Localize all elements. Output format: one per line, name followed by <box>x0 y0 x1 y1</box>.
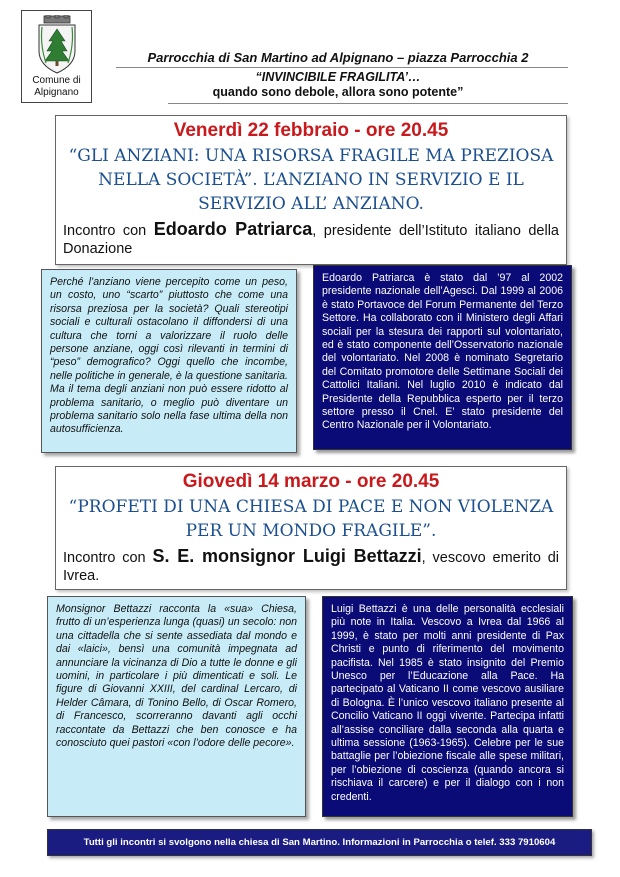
event2-speaker-bio-panel <box>322 596 573 817</box>
logo-label: Comune di Alpignano <box>32 75 81 98</box>
header-divider-bottom <box>168 103 568 104</box>
event1-description: Perché l’anziano viene percepito come un peso, un costo, uno “scarto” piuttosto che come una risorsa preziosa per la società? Quali stereotipi sociali e culturali ostacolano il diffondersi di una cultura che torni a valorizzare il ruolo delle persone anziane, oggi così rilevanti in termini di “peso” demografico? Oggi quello che incombe, nelle politiche in generale, è la questione sanitaria. Ma il tema degli anziani non può essere ridotto al problema sanitario, o meglio può diventare un problema sanitario solo nella fase ultima della non autosufficienza. <box>50 276 288 436</box>
event-title: “GLI ANZIANI: UNA RISORSA FRAGILE MA PREZIOSA NELLA SOCIETÀ”. L’ANZIANO IN SERVIZIO E IL SERVIZIO ALL’ ANZIANO. <box>68 146 554 214</box>
event-speaker <box>63 220 559 258</box>
event-title: “PROFETI DI UNA CHIESA DI PACE E NON VIOLENZA PER UN MONDO FRAGILE”. <box>68 497 554 541</box>
event-box-2 <box>55 466 567 590</box>
event-date: Venerdì 22 febbraio - ore 20.45 <box>173 120 449 141</box>
municipality-logo <box>21 10 92 103</box>
speaker-name: Edoardo Patriarca <box>153 219 313 239</box>
event-date: Giovedì 14 marzo - ore 20.45 <box>182 471 440 492</box>
event2-description-panel <box>47 596 306 817</box>
event1-description-panel <box>41 269 297 453</box>
series-title: “INVINCIBILE FRAGILITA’… <box>255 70 421 84</box>
header-divider <box>116 67 568 68</box>
page-header <box>108 50 568 104</box>
event2-speaker-bio: Luigi Bettazzi è una delle personalità ecclesiali più note in Italia. Vescovo a Ivrea dal 1966 al 1999, è stato per molti anni presidente di Pax Christi e punto di riferimento del movimento pacifista. Nel 1985 è stato insignito del Premio Unesco per l’Educazione alla Pace. Ha partecipato al Vaticano II come vescovo ausiliare di Bologna. È l’unico vescovo italiano presente al Concilio Vaticano II oggi vivente. Partecipa infatti all’assise conciliare dalla seconda alla quarta e ultima sessione (1963-1965). Celebre per le sue battaglie per l’obiezione fiscale alle spese militari, per l’obiezione di coscienza (quando ancora si rischiava il carcere) e per il dialogo con i non credenti. <box>331 603 564 803</box>
speaker-role: , vescovo emerito di Ivrea. <box>63 550 559 584</box>
crest-icon <box>36 15 78 75</box>
event1-speaker-bio-panel <box>313 265 572 450</box>
footer-text: Tutti gli incontri si svolgono nella chiesa di San Martino. Informazioni in Parrocchia o telef. 333 7910604 <box>83 837 556 848</box>
event2-description: Monsignor Bettazzi racconta la «sua» Chiesa, frutto di un’esperienza lunga (quasi) un secolo: non una cittadella che si sente assediata dal mondo e dai «laici», bensì una comunità impegnata ad annunciare la vicinanza di Dio a tutte le donne e gli uomini, in particolare i più dimenticati e soli. Le figure di Giovanni XXIII, del cardinal Lercaro, di Helder Câmara, di Tonino Bello, di Oscar Romero, di Francesco, scorreranno davanti agli occhi raccontate da Bettazzi che ben conosce e ha conosciuto quei pastori «con l’odore delle pecore». <box>56 603 297 750</box>
speaker-role: , presidente dell’Istituto italiano della Donazione <box>63 223 559 257</box>
footer-info-bar <box>47 829 592 856</box>
event-speaker <box>63 547 559 585</box>
speaker-prefix: Incontro con <box>63 223 147 239</box>
series-subtitle: quando sono debole, allora sono potente” <box>212 85 464 99</box>
event1-speaker-bio: Edoardo Patriarca è stato dal ’97 al 2002 presidente nazionale dell’Agesci. Dal 1999 al 2006 è stato Portavoce del Forum Permanente del Terzo Settore. Ha collaborato con il Ministero degli Affari sociali per la stesura dei rapporti sul volontariato, ed è stato componente dell’Osservatorio nazionale del volontariato. Nel 2008 è nominato Segretario del Comitato promotore delle Settimane Sociali dei Cattolici Italiani. Nel luglio 2010 è indicato dal Presidente della Repubblica esperto per il terzo settore presso il Cnel. E’ stato presidente del Centro Nazionale per il Volontariato. <box>322 272 563 432</box>
parish-title: Parrocchia di San Martino ad Alpignano – piazza Parrocchia 2 <box>147 50 529 65</box>
speaker-prefix: Incontro con <box>63 550 146 566</box>
speaker-name: S. E. monsignor Luigi Bettazzi <box>152 546 422 566</box>
event-box-1 <box>55 115 567 265</box>
